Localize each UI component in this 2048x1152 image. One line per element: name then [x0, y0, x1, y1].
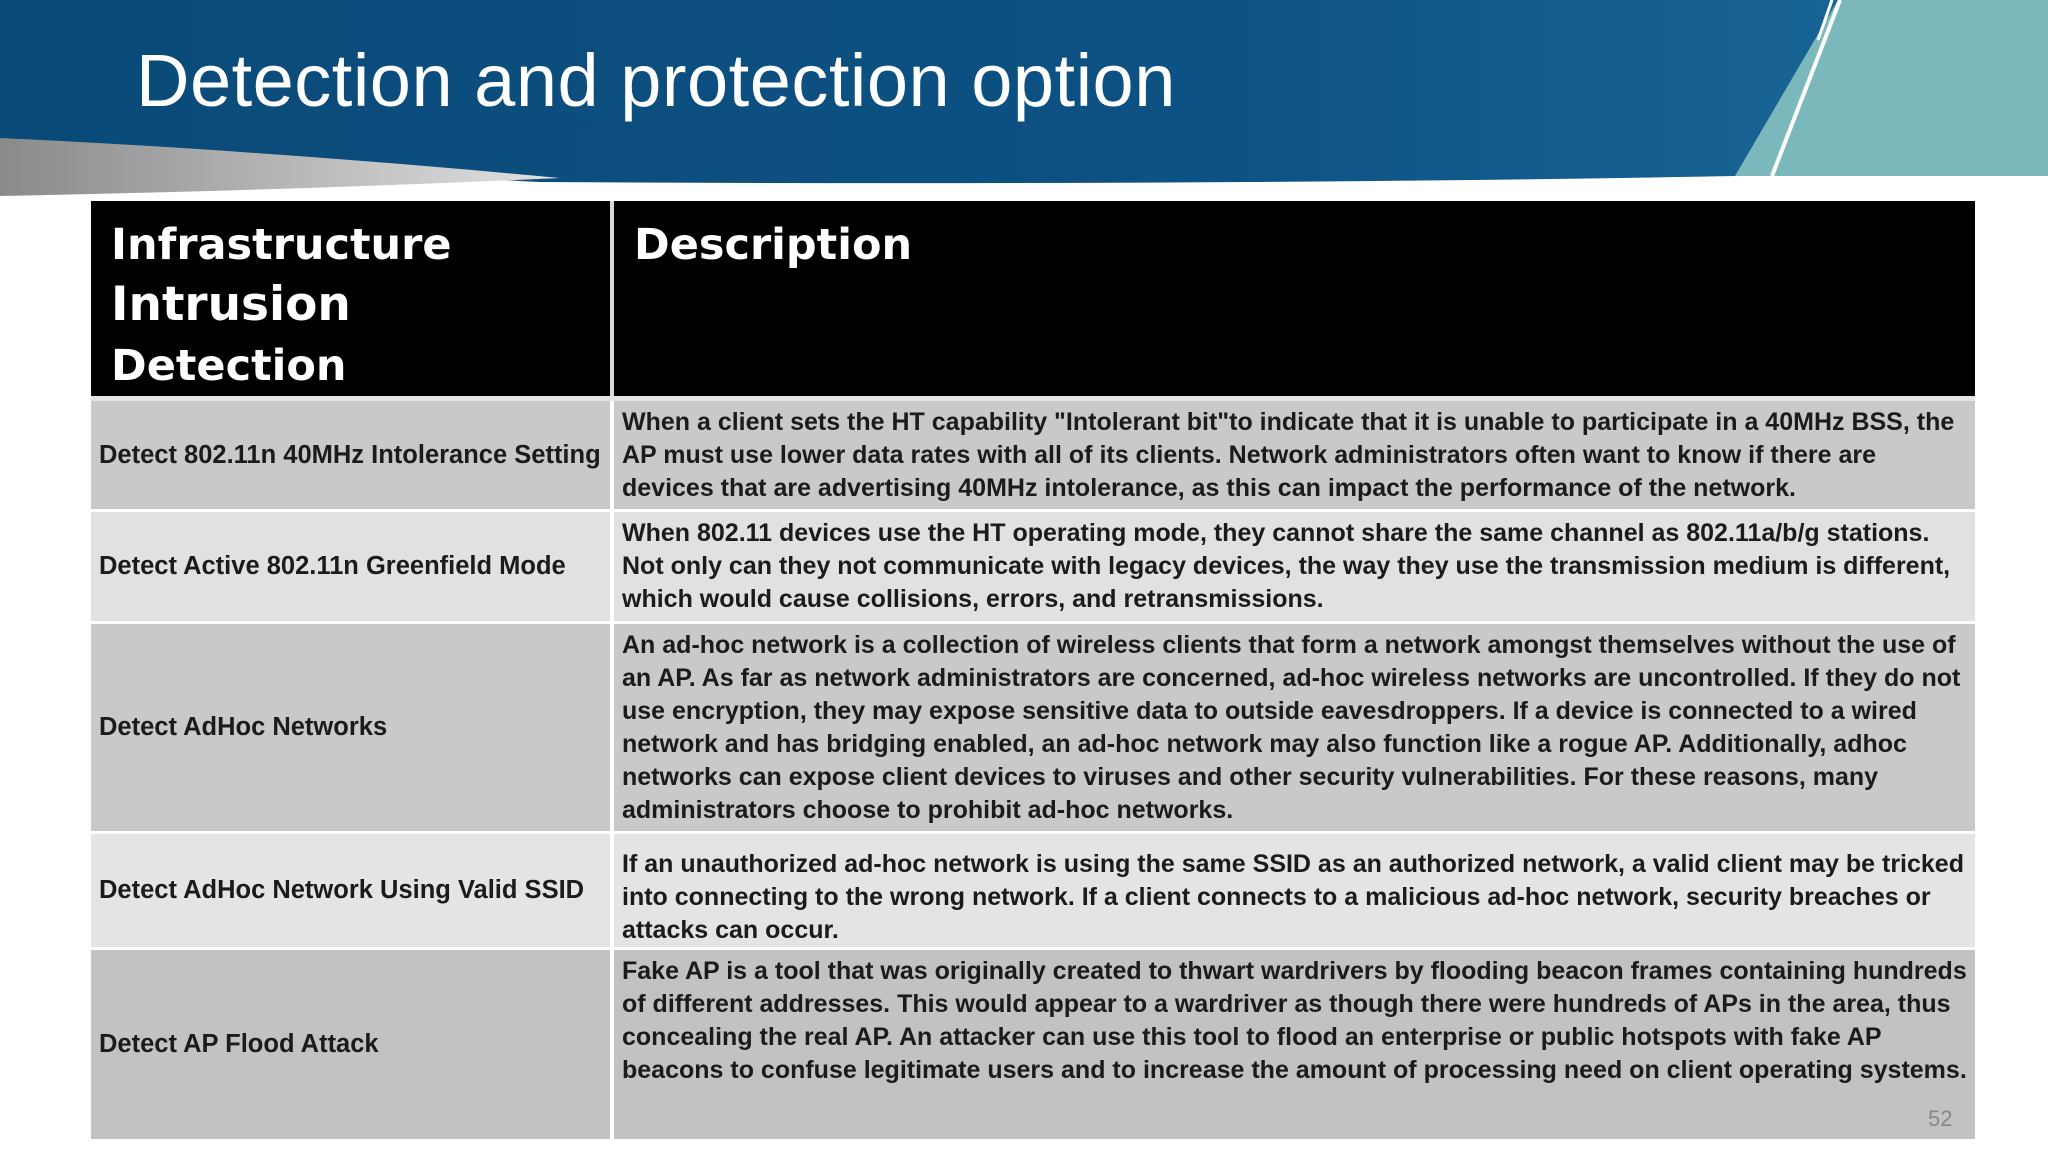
header-line-2	[111, 275, 590, 396]
detection-name: Detect AdHoc Networks	[91, 623, 612, 833]
detection-name: Detect 802.11n 40MHz Intolerance Setting	[91, 399, 612, 511]
table-row	[91, 399, 1975, 511]
column-header-detection	[91, 201, 612, 399]
slide-title: Detection and protection option	[136, 39, 1176, 122]
detection-name: Detect AP Flood Attack	[91, 949, 612, 1141]
detection-options-table	[91, 201, 1975, 1142]
header-line-1: Infrastructure	[111, 220, 452, 270]
table-row	[91, 623, 1975, 833]
column-header-description: Description	[612, 201, 1975, 399]
detection-description: When 802.11 devices use the HT operating mode, they cannot share the same channel as 802.11a/b/g stations. Not only can they not communicate with legacy devices, the way they use the transmission medium is different, which would cause collisions, errors, and retransmissions.	[612, 511, 1975, 623]
table-row	[91, 833, 1975, 949]
page-number: 52	[1928, 1106, 1953, 1131]
table-row	[91, 949, 1975, 1141]
table-row	[91, 511, 1975, 623]
detection-name: Detect AdHoc Network Using Valid SSID	[91, 833, 612, 949]
header-word-detection: Detection	[111, 341, 347, 391]
header-word-intrusion: Intrusion	[111, 277, 351, 332]
detection-description: When a client sets the HT capability "Intolerant bit"to indicate that it is unable to participate in a 40MHz BSS, the AP must use lower data rates with all of its clients. Network administrators often want to know if there are devices that are advertising 40MHz intolerance, as this can impact the performance of the network.	[612, 399, 1975, 511]
table-header-row	[91, 201, 1975, 399]
detection-description: Fake AP is a tool that was originally created to thwart wardrivers by flooding beacon frames containing hundreds of different addresses. This would appear to a wardriver as though there were hundreds of APs in the area, thus concealing the real AP. An attacker can use this tool to flood an enterprise or public hotspots with fake AP beacons to confuse legitimate users and to increase the amount of processing need on client operating systems.	[612, 949, 1975, 1141]
detection-name: Detect Active 802.11n Greenfield Mode	[91, 511, 612, 623]
detection-description: If an unauthorized ad-hoc network is using the same SSID as an authorized network, a valid client may be tricked into connecting to the wrong network. If a client connects to a malicious ad-hoc network, security breaches or attacks can occur.	[612, 833, 1975, 949]
detection-table	[91, 201, 1975, 1142]
detection-description: An ad-hoc network is a collection of wireless clients that form a network amongst themselves without the use of an AP. As far as network administrators are concerned, ad-hoc wireless networks are uncontrolled. If they do not use encryption, they may expose sensitive data to outside eavesdroppers. If a device is connected to a wired network and has bridging enabled, an ad-hoc network may also function like a rogue AP. Additionally, adhoc networks can expose client devices to viruses and other security vulnerabilities. For these reasons, many administrators choose to prohibit ad-hoc networks.	[612, 623, 1975, 833]
